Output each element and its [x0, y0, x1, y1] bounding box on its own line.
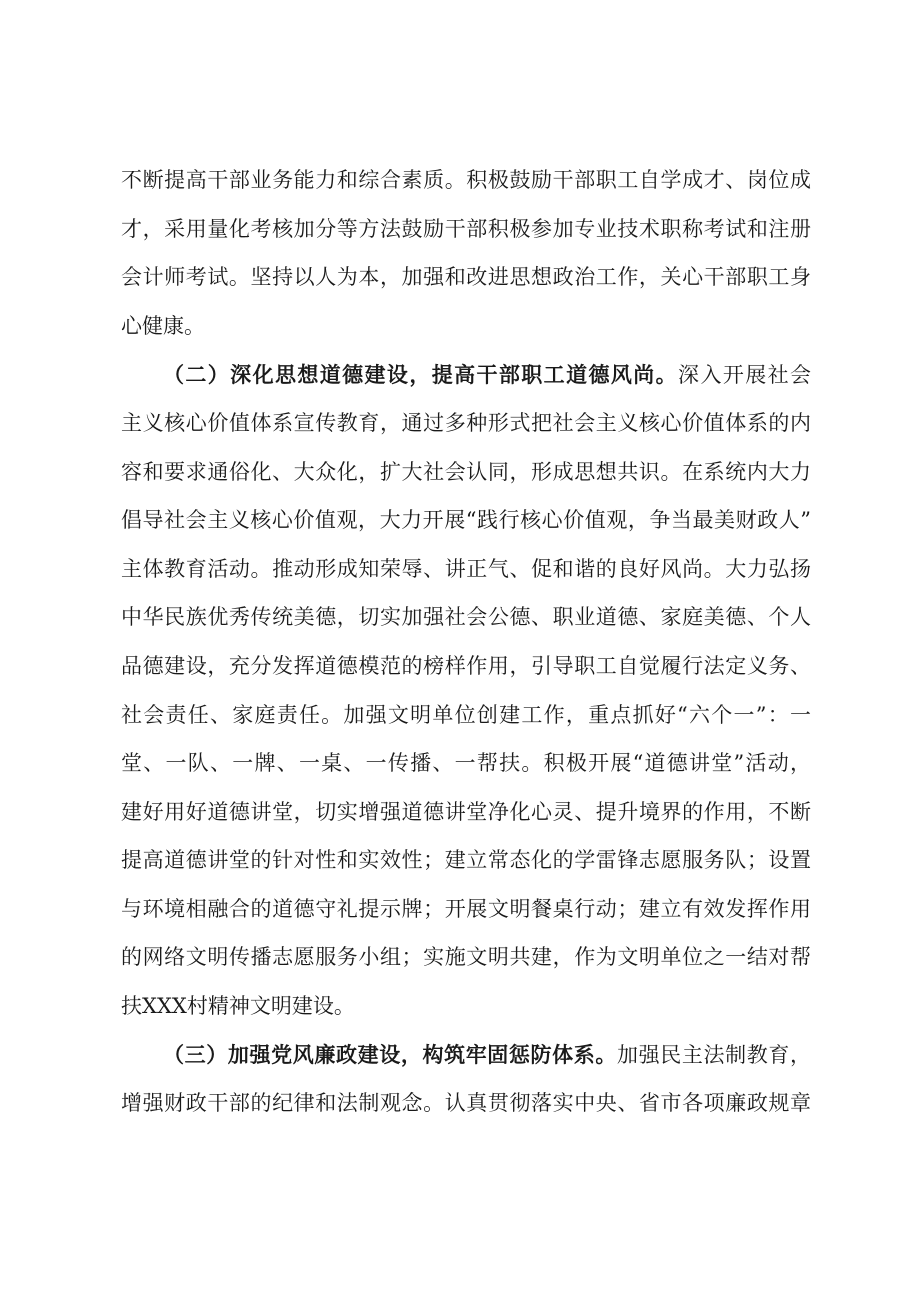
section-heading-3: （三）加强党风廉政建设，构筑牢固惩防体系。: [163, 1043, 618, 1067]
paragraph-1-line-2: 才，采用量化考核加分等方法鼓励干部积极参加专业技术职称考试和注册: [121, 217, 811, 241]
paragraph-2-line-11: 提高道德讲堂的针对性和实效性；建立常态化的学雷锋志愿服务队；设置: [121, 848, 811, 872]
paragraph-2-line-7: 品德建设，充分发挥道德模范的榜样作用，引导职工自觉履行法定义务、: [121, 654, 811, 678]
paragraph-2-line-2: 主义核心价值体系宣传教育，通过多种形式把社会主义核心价值体系的内: [121, 411, 811, 435]
paragraph-1-line-4: 心健康。: [121, 314, 205, 338]
paragraph-2-line-3: 容和要求通俗化、大众化，扩大社会认同，形成思想共识。在系统内大力: [121, 460, 811, 484]
paragraph-2-line-12: 与环境相融合的道德守礼提示牌；开展文明餐桌行动；建立有效发挥作用: [121, 897, 811, 921]
paragraph-1-line-3: 会计师考试。坚持以人为本，加强和改进思想政治工作，关心干部职工身: [121, 265, 811, 289]
paragraph-2-line-1: [163, 360, 811, 390]
paragraph-2-line-6: 中华民族优秀传统美德，切实加强社会公德、职业道德、家庭美德、个人: [121, 605, 811, 629]
paragraph-3-line-1-text: 加强民主法制教育，: [617, 1043, 812, 1067]
paragraph-2-line-10: 建好用好道德讲堂，切实增强道德讲堂净化心灵、提升境界的作用，不断: [121, 800, 811, 824]
paragraph-3-line-2: 增强财政干部的纪律和法制观念。认真贯彻落实中央、省市各项廉政规章: [121, 1091, 811, 1115]
paragraph-2-line-8: 社会责任、家庭责任。加强文明单位创建工作，重点抓好“六个一”：一: [121, 703, 811, 727]
section-heading-2: （二）深化思想道德建设，提高干部职工道德风尚。: [163, 363, 679, 387]
paragraph-2-line-5: 主体教育活动。推动形成知荣辱、讲正气、促和谐的良好风尚。大力弘扬: [121, 557, 811, 581]
paragraph-2-line-4: 倡导社会主义核心价值观，大力开展“践行核心价值观，争当最美财政人”: [121, 508, 811, 532]
paragraph-2-line-14: 扶XXX村精神文明建设。: [121, 994, 355, 1018]
paragraph-2-line-1-text: 深入开展社会: [678, 363, 812, 387]
paragraph-1-line-1: 不断提高干部业务能力和综合素质。积极鼓励干部职工自学成才、岗位成: [121, 168, 811, 192]
paragraph-2-line-9: 堂、一队、一牌、一桌、一传播、一帮扶。积极开展“道德讲堂”活动，: [121, 751, 811, 775]
paragraph-3-line-1: [163, 1040, 811, 1070]
paragraph-2-line-13: 的网络文明传播志愿服务小组；实施文明共建，作为文明单位之一结对帮: [121, 945, 811, 969]
